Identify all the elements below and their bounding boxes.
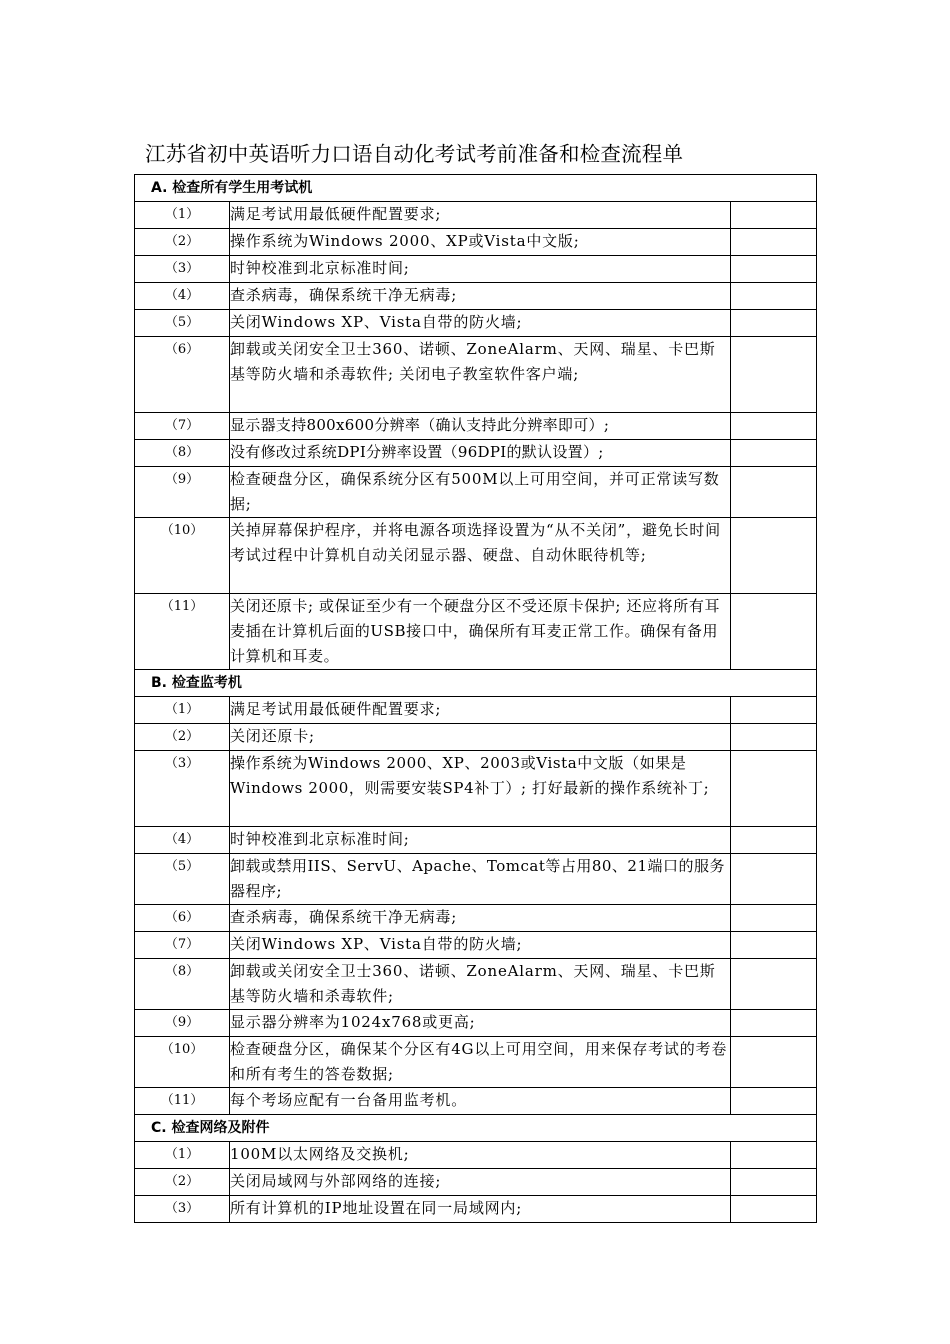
item-text: 关闭局域网与外部网络的连接; — [230, 1169, 731, 1196]
item-text: 查杀病毒，确保系统干净无病毒; — [230, 905, 731, 932]
table-row — [135, 751, 817, 827]
section-header — [135, 670, 817, 697]
item-text: 关闭还原卡; — [230, 724, 731, 751]
item-text: 没有修改过系统DPI分辨率设置（96DPI的默认设置）; — [230, 440, 731, 467]
item-text: 满足考试用最低硬件配置要求; — [230, 202, 731, 229]
table-row — [135, 1142, 817, 1169]
check-cell[interactable] — [731, 1037, 817, 1088]
table-row — [135, 697, 817, 724]
item-text: 显示器支持800x600分辨率（确认支持此分辨率即可）; — [230, 413, 731, 440]
check-cell[interactable] — [731, 1196, 817, 1223]
item-number: （1） — [135, 1142, 230, 1169]
item-text: 100M以太网络及交换机; — [230, 1142, 731, 1169]
table-row — [135, 1196, 817, 1223]
table-row — [135, 854, 817, 905]
table-row — [135, 467, 817, 518]
section-heading: B. 检查监考机 — [135, 670, 817, 697]
page-title: 江苏省初中英语听力口语自动化考试考前准备和检查流程单 — [145, 142, 684, 166]
table-row — [135, 594, 817, 670]
table-row — [135, 724, 817, 751]
check-cell[interactable] — [731, 467, 817, 518]
table-row — [135, 932, 817, 959]
item-number: （7） — [135, 932, 230, 959]
item-text: 卸载或关闭安全卫士360、诺顿、ZoneAlarm、天网、瑞星、卡巴斯基等防火墙和杀毒软件; — [230, 959, 731, 1010]
table-row — [135, 310, 817, 337]
check-cell[interactable] — [731, 854, 817, 905]
table-row — [135, 1088, 817, 1115]
item-number: （1） — [135, 202, 230, 229]
item-text: 卸载或关闭安全卫士360、诺顿、ZoneAlarm、天网、瑞星、卡巴斯基等防火墙和杀毒软件; 关闭电子教室软件客户端; — [230, 337, 731, 413]
check-cell[interactable] — [731, 310, 817, 337]
item-number: （9） — [135, 1010, 230, 1037]
table-row — [135, 440, 817, 467]
item-number: （7） — [135, 413, 230, 440]
table-row — [135, 1169, 817, 1196]
table-row — [135, 229, 817, 256]
check-cell[interactable] — [731, 932, 817, 959]
item-number: （11） — [135, 1088, 230, 1115]
check-cell[interactable] — [731, 256, 817, 283]
check-cell[interactable] — [731, 440, 817, 467]
item-number: （4） — [135, 283, 230, 310]
check-cell[interactable] — [731, 283, 817, 310]
item-text: 操作系统为Windows 2000、XP、2003或Vista中文版（如果是Windows 2000，则需要安装SP4补丁）; 打好最新的操作系统补丁; — [230, 751, 731, 827]
table-row — [135, 1010, 817, 1037]
item-number: （2） — [135, 1169, 230, 1196]
check-cell[interactable] — [731, 518, 817, 594]
check-cell[interactable] — [731, 413, 817, 440]
item-text: 关闭Windows XP、Vista自带的防火墙; — [230, 932, 731, 959]
item-number: （4） — [135, 827, 230, 854]
check-cell[interactable] — [731, 337, 817, 413]
check-cell[interactable] — [731, 1010, 817, 1037]
item-text: 检查硬盘分区，确保某个分区有4G以上可用空间，用来保存考试的考卷和所有考生的答卷数据; — [230, 1037, 731, 1088]
check-cell[interactable] — [731, 1088, 817, 1115]
table-row — [135, 905, 817, 932]
item-text: 操作系统为Windows 2000、XP或Vista中文版; — [230, 229, 731, 256]
check-cell[interactable] — [731, 697, 817, 724]
item-number: （3） — [135, 256, 230, 283]
item-number: （6） — [135, 337, 230, 413]
table-row — [135, 959, 817, 1010]
table-row — [135, 337, 817, 413]
check-cell[interactable] — [731, 724, 817, 751]
checklist-table — [134, 174, 817, 1223]
table-row — [135, 518, 817, 594]
item-number: （1） — [135, 697, 230, 724]
item-text: 检查硬盘分区，确保系统分区有500M以上可用空间，并可正常读写数据; — [230, 467, 731, 518]
item-number: （9） — [135, 467, 230, 518]
item-text: 关掉屏幕保护程序，并将电源各项选择设置为“从不关闭”，避免长时间考试过程中计算机自动关闭显示器、硬盘、自动休眠待机等; — [230, 518, 731, 594]
check-cell[interactable] — [731, 202, 817, 229]
section-heading: C. 检查网络及附件 — [135, 1115, 817, 1142]
check-cell[interactable] — [731, 905, 817, 932]
item-number: （8） — [135, 959, 230, 1010]
item-number: （10） — [135, 518, 230, 594]
check-cell[interactable] — [731, 827, 817, 854]
check-cell[interactable] — [731, 1142, 817, 1169]
table-row — [135, 1037, 817, 1088]
item-text: 查杀病毒，确保系统干净无病毒; — [230, 283, 731, 310]
check-cell[interactable] — [731, 959, 817, 1010]
item-number: （2） — [135, 229, 230, 256]
check-cell[interactable] — [731, 594, 817, 670]
section-heading: A. 检查所有学生用考试机 — [135, 175, 817, 202]
item-number: （6） — [135, 905, 230, 932]
item-text: 时钟校准到北京标准时间; — [230, 827, 731, 854]
item-text: 每个考场应配有一台备用监考机。 — [230, 1088, 731, 1115]
item-number: （3） — [135, 751, 230, 827]
section-header — [135, 175, 817, 202]
item-text: 卸载或禁用IIS、ServU、Apache、Tomcat等占用80、21端口的服务器程序; — [230, 854, 731, 905]
table-row — [135, 283, 817, 310]
table-row — [135, 827, 817, 854]
item-number: （2） — [135, 724, 230, 751]
item-text: 关闭Windows XP、Vista自带的防火墙; — [230, 310, 731, 337]
item-text: 显示器分辨率为1024x768或更高; — [230, 1010, 731, 1037]
section-header — [135, 1115, 817, 1142]
check-cell[interactable] — [731, 229, 817, 256]
item-number: （5） — [135, 854, 230, 905]
check-cell[interactable] — [731, 751, 817, 827]
item-text: 所有计算机的IP地址设置在同一局域网内; — [230, 1196, 731, 1223]
table-row — [135, 413, 817, 440]
table-row — [135, 202, 817, 229]
item-text: 满足考试用最低硬件配置要求; — [230, 697, 731, 724]
item-text: 关闭还原卡; 或保证至少有一个硬盘分区不受还原卡保护; 还应将所有耳麦插在计算机后面的USB接口中，确保所有耳麦正常工作。确保有备用计算机和耳麦。 — [230, 594, 731, 670]
check-cell[interactable] — [731, 1169, 817, 1196]
item-number: （5） — [135, 310, 230, 337]
table-row — [135, 256, 817, 283]
item-number: （8） — [135, 440, 230, 467]
item-text: 时钟校准到北京标准时间; — [230, 256, 731, 283]
item-number: （11） — [135, 594, 230, 670]
item-number: （3） — [135, 1196, 230, 1223]
item-number: （10） — [135, 1037, 230, 1088]
